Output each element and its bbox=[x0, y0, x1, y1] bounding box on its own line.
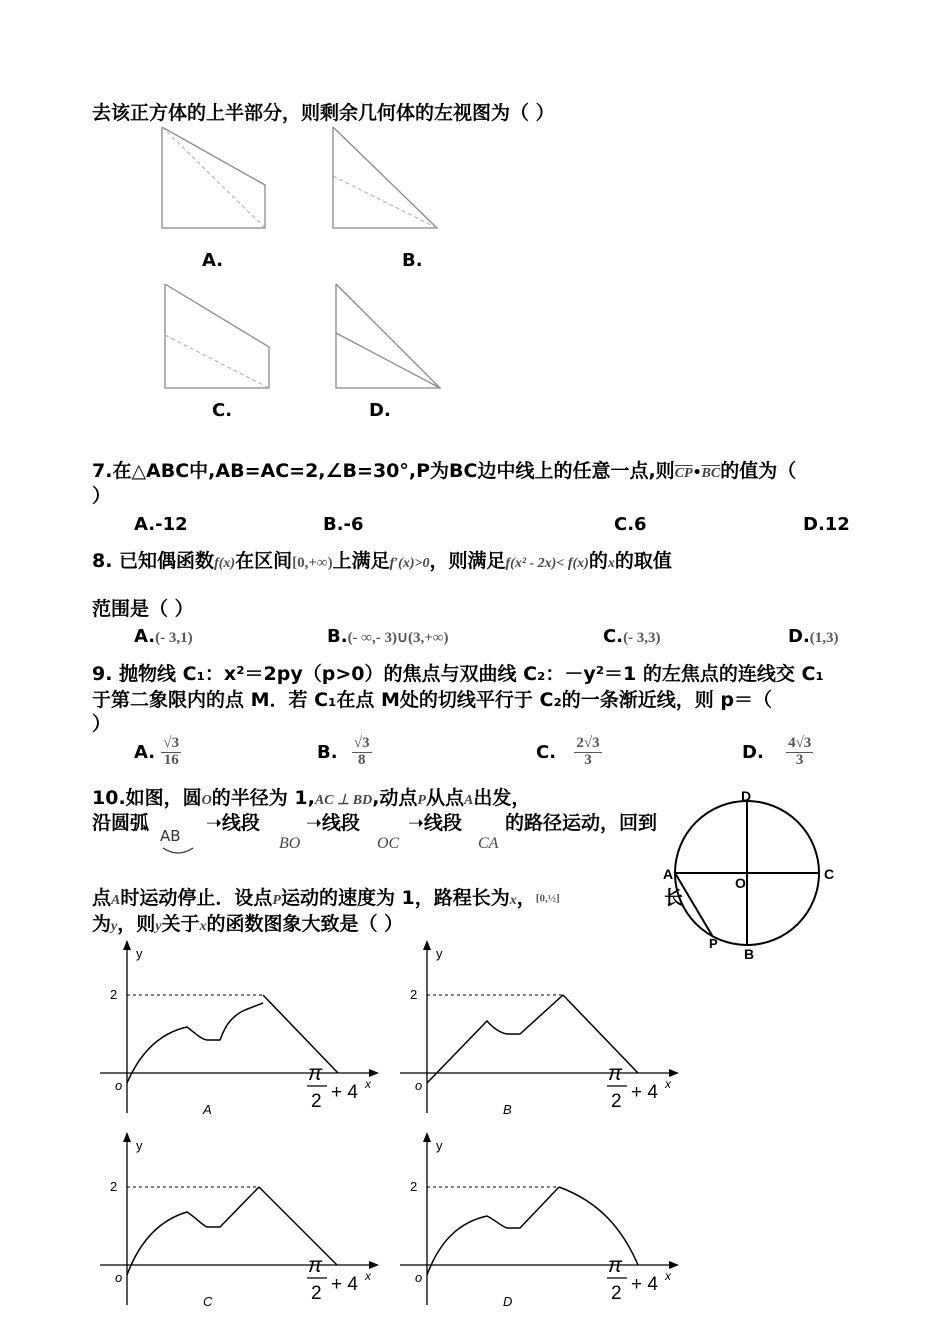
q7-text: 7.在△ABC中,AB=AC=2,∠B=30°,P为BC边中线上的任意一点,则 bbox=[92, 460, 675, 482]
q8-option-a-value: (- 3,1) bbox=[155, 630, 193, 646]
origin-label: o bbox=[115, 1078, 123, 1093]
x-end-pi: π bbox=[308, 1062, 323, 1085]
q10-line1 bbox=[92, 783, 530, 810]
q10-c4: ， bbox=[516, 887, 536, 909]
q8-option-b-value: (- ∞,- 3)∪(3,+∞) bbox=[347, 630, 449, 646]
q8-option-a-label: A. bbox=[134, 626, 156, 647]
q7-close-paren: ） bbox=[92, 485, 112, 507]
q10-b5: 的路径运动，回到 bbox=[505, 812, 658, 834]
x-end-plus-four: + 4 bbox=[631, 1082, 658, 1103]
point-c-label: C bbox=[824, 866, 835, 882]
q9-option-b-num: √3 bbox=[353, 735, 370, 751]
tick-label-2: 2 bbox=[410, 987, 418, 1002]
q9-option-d-frac bbox=[786, 736, 813, 769]
q6-text: 去该正方体的上半部分，则剩余几何体的左视图为（ ） bbox=[92, 102, 555, 124]
q8-option-d bbox=[788, 626, 839, 647]
q6-label-a: A. bbox=[202, 250, 224, 271]
q8-t3: 上满足 bbox=[332, 550, 390, 572]
q9-option-c-den: 3 bbox=[584, 751, 592, 768]
tick-label-2: 2 bbox=[110, 1179, 118, 1194]
x-axis-label: x bbox=[665, 1077, 671, 1091]
q10-seg-oc: OC bbox=[377, 835, 400, 852]
q8-t6: 的取值 bbox=[614, 550, 672, 572]
x-end-denominator: 2 bbox=[611, 1283, 622, 1304]
function-curve bbox=[427, 995, 563, 1083]
x-axis-arrow bbox=[669, 1261, 679, 1269]
q6-figure-c bbox=[165, 284, 269, 388]
graph-d bbox=[395, 1130, 685, 1315]
q7-vec-bc: $\overline{BC}$ bbox=[701, 466, 721, 481]
q10-b1: 沿圆弧 bbox=[92, 812, 150, 834]
x-end-plus-four: + 4 bbox=[331, 1274, 358, 1295]
q10-t4: 从点 bbox=[425, 787, 464, 809]
q10-line3 bbox=[92, 883, 560, 910]
y-axis-arrow bbox=[123, 1132, 131, 1142]
q8-option-d-label: D. bbox=[788, 626, 810, 647]
function-curve bbox=[127, 1187, 259, 1275]
x-end-pi: π bbox=[308, 1254, 323, 1277]
q8-t4: ，则满足 bbox=[429, 550, 506, 572]
q10-b4: ➝线段 bbox=[408, 812, 462, 834]
function-curve-tail bbox=[259, 1187, 337, 1265]
q6-label-c: C. bbox=[212, 400, 233, 421]
graph-caption: A bbox=[203, 1102, 212, 1117]
q9-option-b-den: 8 bbox=[357, 751, 366, 768]
q9-option-a-label: A. bbox=[134, 741, 156, 763]
graph-caption: C bbox=[203, 1294, 213, 1309]
q10-seg-bo: BO bbox=[279, 835, 301, 852]
function-curve-tail bbox=[563, 995, 638, 1073]
q6-label-d: D. bbox=[369, 400, 391, 421]
q6-figure-a bbox=[162, 127, 265, 228]
q8-stem bbox=[92, 546, 672, 573]
q10-interval: [0,½] bbox=[535, 892, 560, 905]
q10-line4 bbox=[92, 909, 403, 936]
q8-option-c-value: (- 3,3) bbox=[623, 630, 661, 646]
function-curve bbox=[427, 1187, 559, 1275]
q10-c-P: P bbox=[272, 893, 281, 908]
q10-arc-symbol bbox=[160, 845, 200, 857]
q7-text-tail: 的值为（ bbox=[720, 460, 797, 482]
graph-caption: B bbox=[503, 1102, 512, 1117]
q9-option-a-num: √3 bbox=[163, 735, 180, 751]
q9-option-d-label: D. bbox=[742, 741, 764, 763]
function-curve-tail bbox=[559, 1187, 638, 1265]
q8-option-d-value: (1,3) bbox=[809, 630, 839, 646]
q9-option-d bbox=[742, 736, 813, 769]
y-axis-arrow bbox=[423, 940, 431, 950]
q9-option-c-frac bbox=[574, 736, 601, 769]
q10-d1: 为 bbox=[92, 913, 112, 935]
q8-option-c-label: C. bbox=[603, 626, 624, 647]
q10-t5: 出发， bbox=[473, 787, 531, 809]
q10-d4: 的函数图象大致是（ ） bbox=[206, 913, 404, 935]
q8-x: x bbox=[607, 556, 615, 571]
graph-b bbox=[395, 938, 685, 1123]
x-axis-arrow bbox=[369, 1261, 379, 1269]
q10-d-y2: y bbox=[155, 919, 162, 934]
x-axis-label: x bbox=[665, 1269, 671, 1283]
q7-option-c: C.6 bbox=[614, 514, 647, 535]
q10-b3: ➝线段 bbox=[306, 812, 360, 834]
q10-c2: 时运动停止．设点 bbox=[120, 887, 273, 909]
point-o-label: O bbox=[735, 875, 746, 891]
q8-option-b-label: B. bbox=[327, 626, 348, 647]
q9-option-b bbox=[317, 736, 372, 769]
q9-option-a bbox=[134, 736, 181, 769]
q9-option-d-num: 4√3 bbox=[788, 735, 812, 751]
y-axis-arrow bbox=[423, 1132, 431, 1142]
q10-arc-label: AB bbox=[160, 827, 181, 845]
q6-figure-b bbox=[333, 127, 437, 228]
graph-a bbox=[95, 938, 385, 1123]
tick-label-2: 2 bbox=[410, 1179, 418, 1194]
x-axis-arrow bbox=[369, 1069, 379, 1077]
q10-P: P bbox=[417, 793, 426, 808]
q8-t2: 在区间 bbox=[235, 550, 293, 572]
q7-option-a: A.-12 bbox=[134, 514, 188, 535]
q8-line2: 范围是（ ） bbox=[92, 598, 194, 620]
q10-d-y: y bbox=[111, 919, 118, 934]
q8-option-c bbox=[603, 626, 661, 647]
x-axis-label: x bbox=[365, 1077, 371, 1091]
q10-d3: 关于 bbox=[161, 913, 200, 935]
q9-option-c bbox=[536, 736, 602, 769]
q7-option-b: B.-6 bbox=[323, 514, 364, 535]
q7-vec-cp: $\overline{CP}$ bbox=[674, 466, 693, 481]
origin-label: o bbox=[415, 1270, 423, 1285]
q10-perp: AC ⊥ BD bbox=[314, 793, 373, 808]
q10-t2: 的半径为 1, bbox=[211, 787, 315, 809]
y-axis-label: y bbox=[436, 1138, 443, 1153]
q10-seg-ca: CA bbox=[478, 835, 499, 852]
x-end-pi: π bbox=[608, 1254, 623, 1277]
graph-caption: D bbox=[503, 1294, 513, 1309]
q10-c-x: x bbox=[509, 893, 517, 908]
x-end-denominator: 2 bbox=[311, 1091, 322, 1112]
q9-line3: ） bbox=[92, 713, 112, 735]
q7-option-d: D.12 bbox=[803, 514, 850, 535]
x-axis-arrow bbox=[669, 1069, 679, 1077]
q9-option-c-label: C. bbox=[536, 741, 557, 763]
point-a-label: A bbox=[663, 866, 674, 882]
origin-label: o bbox=[115, 1270, 123, 1285]
x-end-denominator: 2 bbox=[611, 1091, 622, 1112]
function-curve bbox=[127, 1003, 263, 1083]
q10-t1: 10.如图，圆 bbox=[92, 787, 202, 809]
q10-d2: ，则 bbox=[117, 913, 156, 935]
q10-c-A: A bbox=[111, 893, 121, 908]
y-axis-label: y bbox=[136, 1138, 143, 1153]
q9-option-a-den: 16 bbox=[163, 751, 179, 768]
q9-option-a-frac bbox=[161, 736, 181, 769]
x-end-pi: π bbox=[608, 1062, 623, 1085]
y-axis-label: y bbox=[436, 946, 443, 961]
function-curve-tail bbox=[263, 995, 338, 1073]
q9-line2: 于第二象限内的点 M．若 C₁在点 M处的切线平行于 C₂的一条渐近线，则 p＝（ bbox=[92, 689, 773, 711]
point-d-label: D bbox=[741, 788, 752, 804]
q8-inequality: f(x² - 2x)< f(x) bbox=[505, 556, 589, 571]
x-end-denominator: 2 bbox=[311, 1283, 322, 1304]
q8-option-b bbox=[327, 626, 448, 647]
q9-option-c-num: 2√3 bbox=[576, 735, 600, 751]
q10-b2: ➝线段 bbox=[206, 812, 260, 834]
q9-option-d-den: 3 bbox=[795, 751, 804, 768]
q10-c3: 运动的速度为 1，路程长为 bbox=[280, 887, 510, 909]
point-b-label: B bbox=[744, 946, 755, 962]
point-p-label: P bbox=[709, 936, 718, 951]
q10-d-x: x bbox=[199, 919, 207, 934]
y-axis-label: y bbox=[136, 946, 143, 961]
q8-condition: f′(x)>0 bbox=[389, 556, 430, 571]
q8-interval: [0,+∞) bbox=[292, 555, 333, 571]
q10-c1: 点 bbox=[92, 887, 112, 909]
q10-c5: 长 bbox=[664, 887, 684, 909]
q6-label-b: B. bbox=[402, 250, 423, 271]
q9-line1: 9. 抛物线 C₁：x²＝2py（p>0）的焦点与双曲线 C₂：－y²＝1 的左焦点的连线交 C₁ bbox=[92, 663, 824, 685]
q10-circle-figure bbox=[655, 785, 855, 970]
q10-A: A bbox=[463, 793, 474, 808]
segment-ap bbox=[675, 873, 713, 937]
q9-option-b-frac bbox=[352, 736, 372, 769]
q9-option-b-label: B. bbox=[317, 741, 338, 763]
x-axis-label: x bbox=[365, 1269, 371, 1283]
q6-figure-d bbox=[336, 284, 440, 388]
q7-dot: • bbox=[692, 465, 702, 481]
y-axis-arrow bbox=[123, 940, 131, 950]
q10-t3: ,动点 bbox=[372, 787, 418, 809]
tick-label-2: 2 bbox=[110, 987, 118, 1002]
q8-t1: 8. 已知偶函数 bbox=[92, 550, 215, 572]
graph-c bbox=[95, 1130, 385, 1315]
q7-stem bbox=[92, 456, 796, 483]
x-end-plus-four: + 4 bbox=[631, 1274, 658, 1295]
q8-fx: f(x) bbox=[214, 556, 236, 571]
q10-O: O bbox=[201, 793, 212, 808]
q8-option-a bbox=[134, 626, 193, 647]
q8-t5: 的 bbox=[588, 550, 608, 572]
origin-label: o bbox=[415, 1078, 423, 1093]
x-end-plus-four: + 4 bbox=[331, 1082, 358, 1103]
